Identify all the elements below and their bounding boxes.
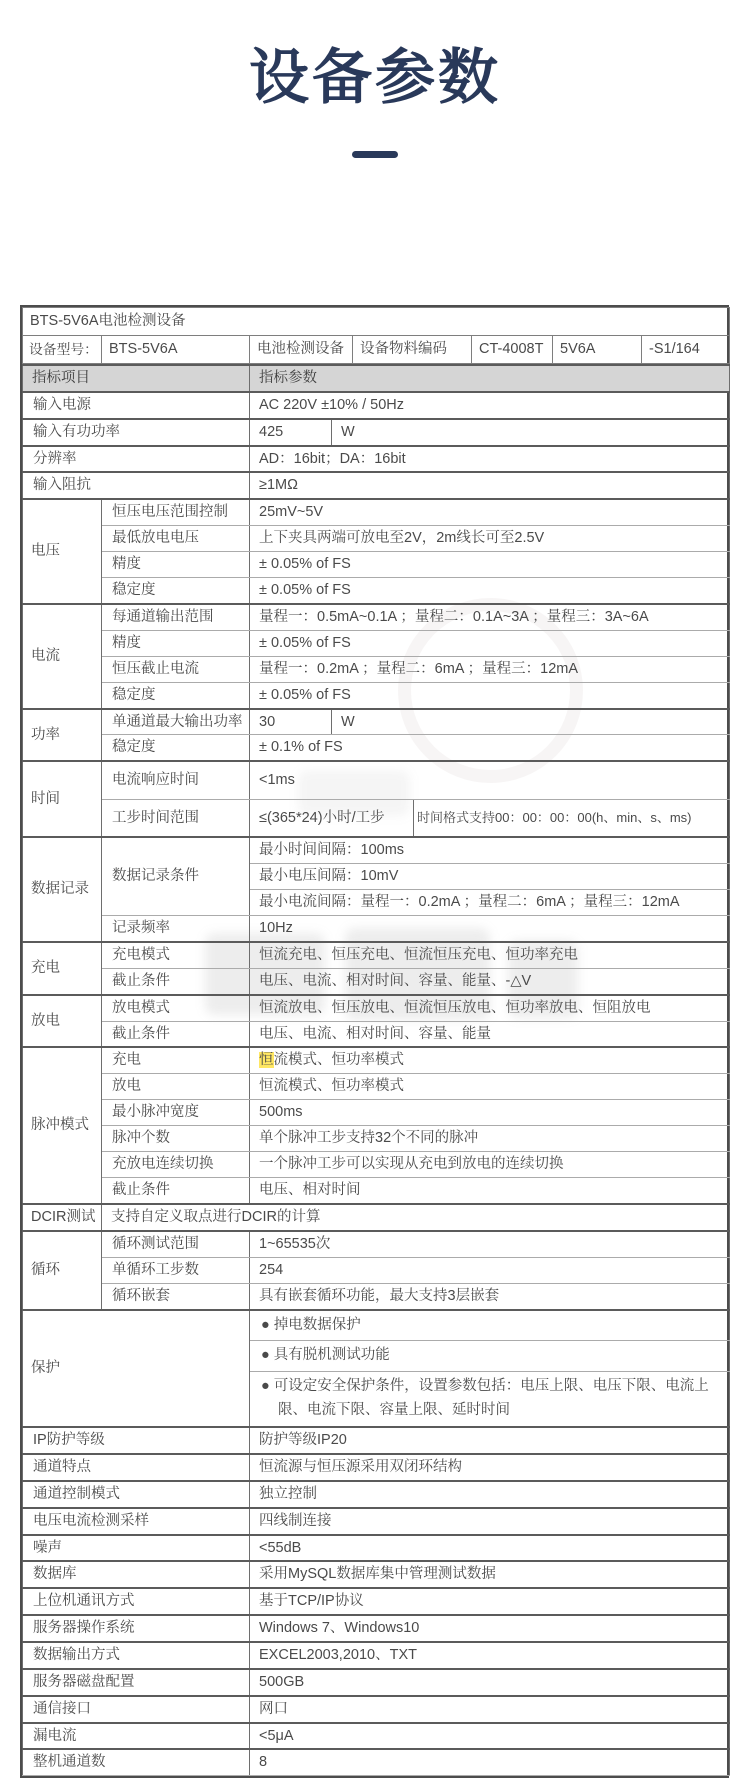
title-underline-dash	[352, 151, 398, 158]
product-title: BTS-5V6A电池检测设备	[23, 308, 730, 336]
spec-label: 脉冲个数	[102, 1126, 250, 1152]
spec-label: 输入有功功率	[23, 419, 250, 446]
spec-value: 恒流模式、恒功率模式	[250, 1074, 730, 1100]
spec-value: 网口	[250, 1696, 730, 1723]
spec-value: ● 掉电数据保护	[250, 1310, 730, 1341]
row-cycle-nest	[23, 1283, 730, 1309]
spec-value: ± 0.05% of FS	[250, 682, 730, 708]
spec-value: 采用MySQL数据库集中管理测试数据	[250, 1561, 730, 1588]
spec-value: ● 可设定安全保护条件，设置参数包括：电压上限、电压下限、电流上限、电流下限、容量上限、延时时间	[250, 1372, 730, 1427]
spec-value: 电压、电流、相对时间、容量、能量	[250, 1021, 730, 1047]
spec-value: 254	[250, 1257, 730, 1283]
spec-label: 循环测试范围	[102, 1231, 250, 1257]
spec-label: 恒压截止电流	[102, 656, 250, 682]
spec-label: 通道控制模式	[23, 1481, 250, 1508]
row-leakage-current	[23, 1723, 730, 1750]
spec-value: 电压、电流、相对时间、容量、能量、-△V	[250, 968, 730, 994]
row-host-comm	[23, 1588, 730, 1615]
spec-label: 稳定度	[102, 578, 250, 604]
spec-value: 一个脉冲工步可以实现从充电到放电的连续切换	[250, 1152, 730, 1178]
spec-label: 上位机通讯方式	[23, 1588, 250, 1615]
spec-label: 漏电流	[23, 1723, 250, 1750]
row-voltage-stability	[23, 578, 730, 604]
spec-value: EXCEL2003,2010、TXT	[250, 1642, 730, 1669]
row-protection-1	[23, 1310, 730, 1341]
spec-table-container	[20, 305, 729, 1778]
group-label-pulse: 脉冲模式	[23, 1047, 102, 1204]
spec-unit: W	[332, 419, 730, 446]
row-cycle-steps	[23, 1257, 730, 1283]
row-dcir-test	[23, 1204, 730, 1231]
spec-value: <1ms	[250, 761, 730, 799]
material-code-label: 设备物料编码	[353, 336, 472, 364]
spec-value: 支持自定义取点进行DCIR的计算	[102, 1204, 730, 1231]
spec-label: 单循环工步数	[102, 1257, 250, 1283]
row-voltage-accuracy	[23, 552, 730, 578]
spec-label: 精度	[102, 630, 250, 656]
spec-value: 最小电压间隔：10mV	[250, 864, 730, 890]
row-pulse-cutoff	[23, 1178, 730, 1204]
row-noise	[23, 1535, 730, 1562]
spec-label: IP防护等级	[23, 1427, 250, 1454]
row-current-accuracy	[23, 630, 730, 656]
row-sampling	[23, 1508, 730, 1535]
spec-value: 防护等级IP20	[250, 1427, 730, 1454]
material-code-2: 5V6A	[553, 336, 642, 364]
spec-value: 500ms	[250, 1100, 730, 1126]
spec-value: 量程一：0.5mA~0.1A ；量程二：0.1A~3A ；量程三：3A~6A	[250, 604, 730, 630]
spec-label: 充放电连续切换	[102, 1152, 250, 1178]
spec-value: 恒流放电、恒压放电、恒流恒压放电、恒功率放电、恒阻放电	[250, 995, 730, 1021]
group-label-current: 电流	[23, 604, 102, 709]
row-total-channels	[23, 1749, 730, 1775]
spec-label: 整机通道数	[23, 1749, 250, 1775]
group-label-cycle: 循环	[23, 1231, 102, 1310]
spec-value: 单个脉冲工步支持32个不同的脉冲	[250, 1126, 730, 1152]
spec-label: 记录频率	[102, 916, 250, 942]
row-cv-cutoff-current	[23, 656, 730, 682]
spec-value: Windows 7、Windows10	[250, 1615, 730, 1642]
spec-label: 恒压电压范围控制	[102, 499, 250, 525]
row-input-impedance	[23, 472, 730, 499]
spec-time-format: 时间格式支持00：00：00：00(h、min、s、ms)	[414, 799, 730, 837]
row-step-time-range	[23, 799, 730, 837]
spec-value	[250, 1047, 730, 1073]
spec-value: 量程一：0.2mA ；量程二：6mA ；量程三：12mA	[250, 656, 730, 682]
spec-label: 分辨率	[23, 446, 250, 473]
spec-value: 基于TCP/IP协议	[250, 1588, 730, 1615]
spec-value: <5μA	[250, 1723, 730, 1750]
spec-value: ± 0.05% of FS	[250, 552, 730, 578]
spec-value: ± 0.1% of FS	[250, 735, 730, 761]
spec-label: 数据库	[23, 1561, 250, 1588]
spec-label: 服务器磁盘配置	[23, 1669, 250, 1696]
row-charge-cutoff	[23, 968, 730, 994]
spec-label: 输入电源	[23, 392, 250, 419]
row-data-output	[23, 1642, 730, 1669]
spec-value: 最小电流间隔：量程一：0.2mA ；量程二：6mA ；量程三：12mA	[250, 890, 730, 916]
spec-label: 数据输出方式	[23, 1642, 250, 1669]
spec-label: 数据记录条件	[102, 837, 250, 915]
row-pulse-discharge	[23, 1074, 730, 1100]
spec-value: 四线制连接	[250, 1508, 730, 1535]
spec-value: ≥1MΩ	[250, 472, 730, 499]
product-title-row	[23, 308, 730, 336]
spec-label: 单通道最大输出功率	[102, 709, 250, 735]
row-max-output-power	[23, 709, 730, 735]
spec-value: 25mV~5V	[250, 499, 730, 525]
spec-unit: W	[332, 709, 730, 735]
column-header-param: 指标参数	[250, 365, 730, 392]
spec-value: 30	[250, 709, 332, 735]
spec-label: 输入阻抗	[23, 472, 250, 499]
row-pulse-count	[23, 1126, 730, 1152]
spec-value: 上下夹具两端可放电至2V，2m线长可至2.5V	[250, 526, 730, 552]
group-label-time: 时间	[23, 761, 102, 837]
row-channel-control	[23, 1481, 730, 1508]
model-row	[23, 336, 730, 364]
row-input-power	[23, 392, 730, 419]
group-label-record: 数据记录	[23, 837, 102, 942]
spec-value: 8	[250, 1749, 730, 1775]
spec-value: 最小时间间隔：100ms	[250, 837, 730, 863]
spec-value: 425	[250, 419, 332, 446]
spec-header-table	[22, 307, 730, 364]
spec-label: 循环嵌套	[102, 1283, 250, 1309]
spec-label: 放电模式	[102, 995, 250, 1021]
row-current-stability	[23, 682, 730, 708]
spec-label: 截止条件	[102, 968, 250, 994]
spec-label: 工步时间范围	[102, 799, 250, 837]
spec-value: 1~65535次	[250, 1231, 730, 1257]
spec-value: 具有嵌套循环功能，最大支持3层嵌套	[250, 1283, 730, 1309]
spec-label: 通信接口	[23, 1696, 250, 1723]
spec-label: 服务器操作系统	[23, 1615, 250, 1642]
spec-value: ● 具有脱机测试功能	[250, 1341, 730, 1372]
row-ip-rating	[23, 1427, 730, 1454]
row-response-time	[23, 761, 730, 799]
spec-label: 截止条件	[102, 1178, 250, 1204]
row-server-os	[23, 1615, 730, 1642]
spec-label: 通道特点	[23, 1454, 250, 1481]
spec-label: 电压电流检测采样	[23, 1508, 250, 1535]
spec-label: 充电模式	[102, 942, 250, 968]
row-active-power	[23, 419, 730, 446]
row-min-discharge-voltage	[23, 526, 730, 552]
spec-label: 稳定度	[102, 735, 250, 761]
row-discharge-cutoff	[23, 1021, 730, 1047]
device-type: 电池检测设备	[250, 336, 353, 364]
column-header-row	[23, 365, 730, 392]
spec-value: AC 220V ±10% / 50Hz	[250, 392, 730, 419]
group-label-charge: 充电	[23, 942, 102, 995]
model-value: BTS-5V6A	[102, 336, 250, 364]
spec-label: 噪声	[23, 1535, 250, 1562]
row-charge-mode	[23, 942, 730, 968]
row-output-range	[23, 604, 730, 630]
spec-value: <55dB	[250, 1535, 730, 1562]
spec-label: 截止条件	[102, 1021, 250, 1047]
spec-value: 500GB	[250, 1669, 730, 1696]
row-pulse-charge	[23, 1047, 730, 1073]
row-power-stability	[23, 735, 730, 761]
group-label-protection: 保护	[23, 1310, 250, 1428]
spec-label: 每通道输出范围	[102, 604, 250, 630]
spec-label: 稳定度	[102, 682, 250, 708]
row-pulse-switch	[23, 1152, 730, 1178]
column-header-item: 指标项目	[23, 365, 250, 392]
spec-value: 恒流充电、恒压充电、恒流恒压充电、恒功率充电	[250, 942, 730, 968]
spec-body-table	[22, 364, 730, 1776]
row-database	[23, 1561, 730, 1588]
material-code-3: -S1/164	[642, 336, 730, 364]
spec-value: AD：16bit；DA：16bit	[250, 446, 730, 473]
spec-value: 独立控制	[250, 1481, 730, 1508]
row-channel-feature	[23, 1454, 730, 1481]
spec-label: 最低放电电压	[102, 526, 250, 552]
row-record-condition-1	[23, 837, 730, 863]
row-resolution	[23, 446, 730, 473]
row-record-frequency	[23, 916, 730, 942]
spec-value: ± 0.05% of FS	[250, 578, 730, 604]
spec-label: 精度	[102, 552, 250, 578]
spec-value: ≤(365*24)小时/工步	[250, 799, 414, 837]
highlighted-char: 恒	[259, 1052, 274, 1069]
row-cycle-range	[23, 1231, 730, 1257]
row-comm-interface	[23, 1696, 730, 1723]
material-code-1: CT-4008T	[472, 336, 553, 364]
row-cv-range	[23, 499, 730, 525]
spec-value: 恒流源与恒压源采用双闭环结构	[250, 1454, 730, 1481]
spec-value: ± 0.05% of FS	[250, 630, 730, 656]
group-label-dcir: DCIR测试	[23, 1204, 102, 1231]
row-pulse-min-width	[23, 1100, 730, 1126]
group-label-power: 功率	[23, 709, 102, 762]
page-title: 设备参数	[249, 44, 501, 111]
row-discharge-mode	[23, 995, 730, 1021]
spec-value-rest: 流模式、恒功率模式	[273, 1052, 404, 1069]
spec-label: 充电	[102, 1047, 250, 1073]
spec-label: 电流响应时间	[102, 761, 250, 799]
spec-label: 放电	[102, 1074, 250, 1100]
model-label: 设备型号：	[23, 336, 102, 364]
spec-label: 最小脉冲宽度	[102, 1100, 250, 1126]
group-label-discharge: 放电	[23, 995, 102, 1048]
row-server-disk	[23, 1669, 730, 1696]
group-label-voltage: 电压	[23, 499, 102, 604]
spec-value: 电压、相对时间	[250, 1178, 730, 1204]
spec-value: 10Hz	[250, 916, 730, 942]
